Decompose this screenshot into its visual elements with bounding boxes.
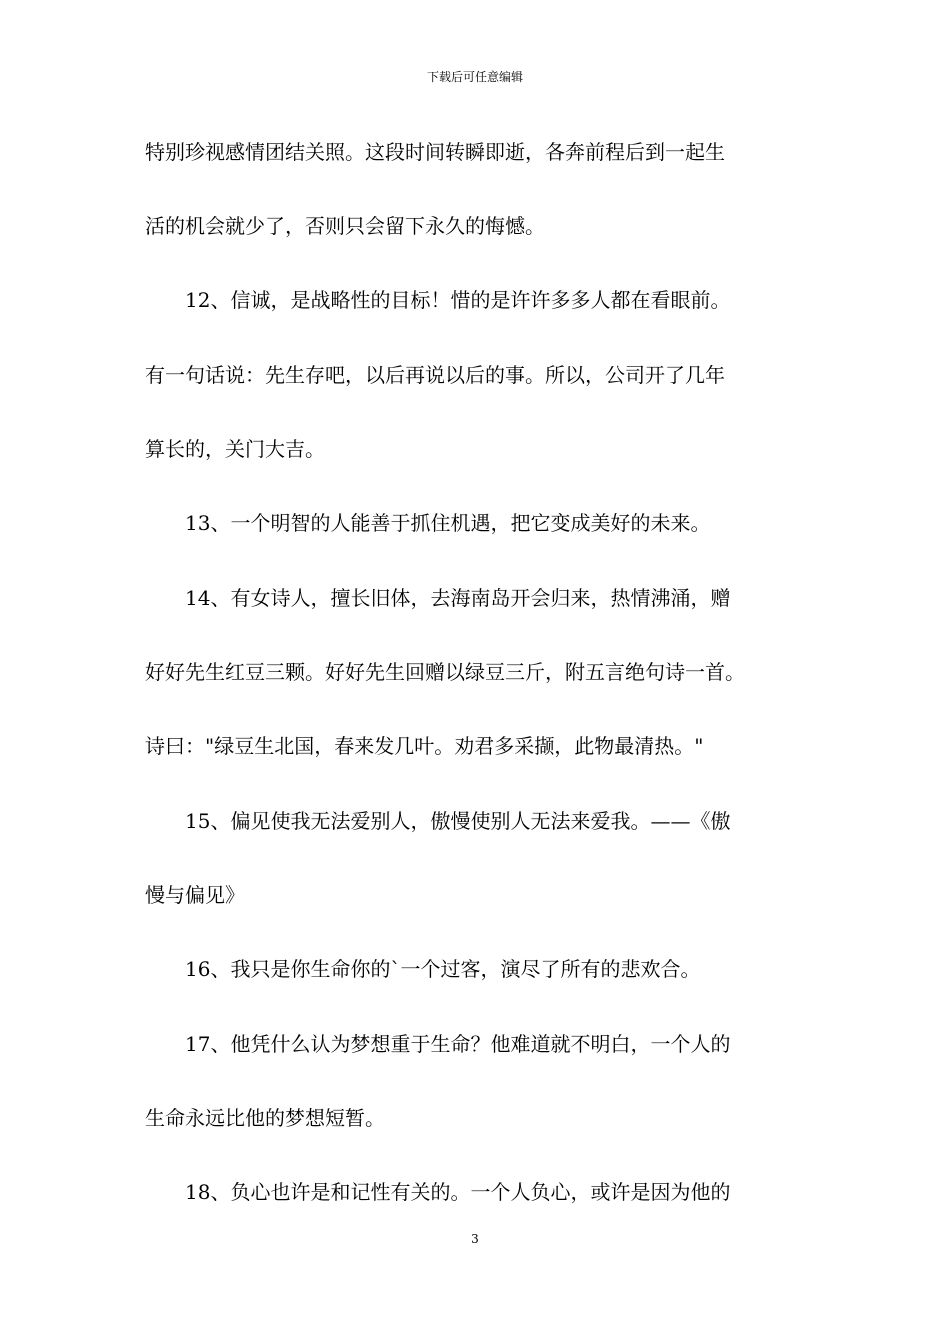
text-line: 13、一个明智的人能善于抓住机遇，把它变成美好的未来。 bbox=[185, 511, 711, 535]
text-line: 17、他凭什么认为梦想重于生命？他难道就不明白，一个人的 bbox=[185, 1032, 731, 1056]
text-line: 有一句话说：先生存吧，以后再说以后的事。所以，公司开了几年 bbox=[145, 363, 725, 387]
text-line: 15、偏见使我无法爱别人，傲慢使别人无法来爱我。——《傲 bbox=[185, 809, 731, 833]
page-header: 下载后可任意编辑 bbox=[426, 70, 523, 84]
text-line: 16、我只是你生命你的`一个过客，演尽了所有的悲欢合。 bbox=[185, 957, 701, 981]
text-line: 活的机会就少了，否则只会留下永久的悔憾。 bbox=[145, 214, 545, 238]
text-line: 14、有女诗人，擅长旧体，去海南岛开会归来，热情沸涌，赠 bbox=[185, 586, 731, 610]
text-line: 生命永远比他的梦想短暂。 bbox=[145, 1106, 385, 1130]
text-line: 算长的，关门大吉。 bbox=[145, 437, 325, 461]
page-number: 3 bbox=[471, 1232, 479, 1246]
text-line: 12、信诚，是战略性的目标！惜的是许许多多人都在看眼前。 bbox=[185, 288, 731, 312]
text-line: 好好先生红豆三颗。好好先生回赠以绿豆三斤，附五言绝句诗一首。 bbox=[145, 660, 745, 684]
text-line: 慢与偏见》 bbox=[145, 883, 245, 907]
text-line: 18、负心也许是和记性有关的。一个人负心，或许是因为他的 bbox=[185, 1180, 731, 1204]
text-line: 诗曰："绿豆生北国，春来发几叶。劝君多采撷，此物最清热。" bbox=[145, 734, 704, 758]
text-line: 特别珍视感情团结关照。这段时间转瞬即逝，各奔前程后到一起生 bbox=[145, 140, 725, 164]
